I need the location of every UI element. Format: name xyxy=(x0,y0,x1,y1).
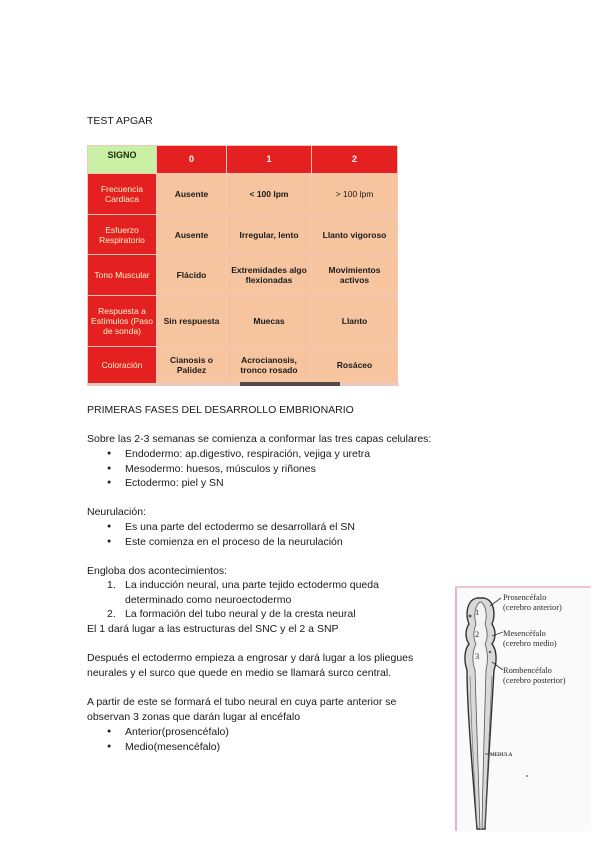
list-item: ● Medio(mesencéfalo) xyxy=(87,740,229,755)
label-mesencefalo-sub: (cerebro medio) xyxy=(503,639,557,648)
table-cell: Movimientos activos xyxy=(312,255,398,295)
paragraph-tubo-2: observan 3 zonas que darán lugar al encéfalo xyxy=(87,711,301,723)
list-item: ● Ectodermo: piel y SN xyxy=(87,476,370,491)
header-signo: SIGNO xyxy=(88,146,157,174)
engloba-heading: Engloba dos acontecimientos: xyxy=(87,565,228,577)
table-row xyxy=(88,295,398,346)
table-row xyxy=(88,174,398,215)
table-row xyxy=(88,215,398,255)
table-cell: Ausente xyxy=(157,174,227,215)
table-cell: Irregular, lento xyxy=(227,215,312,255)
header-score-0: 0 xyxy=(157,146,227,174)
list-item-text: determinado como neuroectodermo xyxy=(125,593,292,606)
row-header: Tono Muscular xyxy=(88,255,157,295)
table-cell: Extremidades algo flexionadas xyxy=(227,255,312,295)
table-row xyxy=(88,255,398,295)
intro-paragraph: Sobre las 2-3 semanas se comienza a conformar las tres capas celulares: xyxy=(87,433,432,445)
table-cell: Sin respuesta xyxy=(157,295,227,346)
list-item: ● Mesodermo: huesos, músculos y riñones xyxy=(87,462,370,477)
table-scan-artifact xyxy=(240,382,340,386)
neural-tube-drawing xyxy=(455,586,591,831)
events-list xyxy=(87,578,379,622)
label-rombencefalo-sub: (cerebro posterior) xyxy=(503,676,566,685)
neural-tube-figure xyxy=(455,586,591,831)
table-cell: Cianosis o Palidez xyxy=(157,346,227,384)
zones-list xyxy=(87,725,229,754)
label-prosencefalo: Prosencéfalo xyxy=(503,593,547,602)
label-mesencefalo: Mesencéfalo xyxy=(503,629,546,638)
list-item: ● Es una parte del ectodermo se desarrollará el SN xyxy=(87,520,355,535)
label-medula: MEDULA xyxy=(490,753,513,758)
table-cell: Rosáceo xyxy=(312,346,398,384)
paragraph-tubo-1: A partir de este se formará el tubo neural en cuya parte anterior se xyxy=(87,696,397,708)
list-item xyxy=(87,607,379,622)
table-cell: Llanto vigoroso xyxy=(312,215,398,255)
section-title: PRIMERAS FASES DEL DESARROLLO EMBRIONARIO xyxy=(87,404,354,416)
list-item: ● Endodermo: ap.digestivo, respiración, vejiga y uretra xyxy=(87,447,370,462)
figure-number-1: 1 xyxy=(475,608,480,617)
list-number: 1. xyxy=(107,579,116,591)
label-prosencefalo-sub: (cerebro anterior) xyxy=(503,603,562,612)
neurulacion-heading: Neurulación: xyxy=(87,506,146,518)
list-item: ● Anterior(prosencéfalo) xyxy=(87,725,229,740)
table-cell: Llanto xyxy=(312,295,398,346)
row-header: Esfuerzo Respiratorio xyxy=(88,215,157,255)
table-cell: Acrocianosis, tronco rosado xyxy=(227,346,312,384)
row-header: Frecuencia Cardiaca xyxy=(88,174,157,215)
neurulacion-list xyxy=(87,520,355,549)
table-cell: Ausente xyxy=(157,215,227,255)
apgar-title: TEST APGAR xyxy=(87,115,153,127)
figure-number-2: 2 xyxy=(475,630,480,639)
table-cell: Flácido xyxy=(157,255,227,295)
list-number: 2. xyxy=(107,608,116,621)
germ-layers-list xyxy=(87,447,370,491)
table-cell: > 100 lpm xyxy=(312,174,398,215)
header-score-1: 1 xyxy=(227,146,312,174)
list-item-text: La inducción neural, una parte tejido ectodermo queda xyxy=(125,579,379,591)
table-row xyxy=(88,346,398,384)
apgar-table xyxy=(87,145,398,385)
paragraph-ectodermo-1: Después el ectodermo empieza a engrosar y dará lugar a los pliegues xyxy=(87,652,414,664)
list-item-text: La formación del tubo neural y de la cresta neural xyxy=(125,608,356,621)
table-cell: Muecas xyxy=(227,295,312,346)
list-item: ● Este comienza en el proceso de la neurulación xyxy=(87,535,355,550)
row-header: Coloración xyxy=(88,346,157,384)
paragraph-ectodermo-2: neurales y el surco que quede en medio se llamará surco central. xyxy=(87,667,392,679)
row-header: Respuesta a Estímulos (Paso de sonda) xyxy=(88,295,157,346)
label-rombencefalo: Rombencéfalo xyxy=(503,666,552,675)
snc-line: El 1 dará lugar a las estructuras del SNC y el 2 a SNP xyxy=(87,623,339,635)
table-cell: < 100 lpm xyxy=(227,174,312,215)
figure-number-3: 3 xyxy=(475,652,480,661)
list-item xyxy=(87,578,379,607)
header-score-2: 2 xyxy=(312,146,398,174)
